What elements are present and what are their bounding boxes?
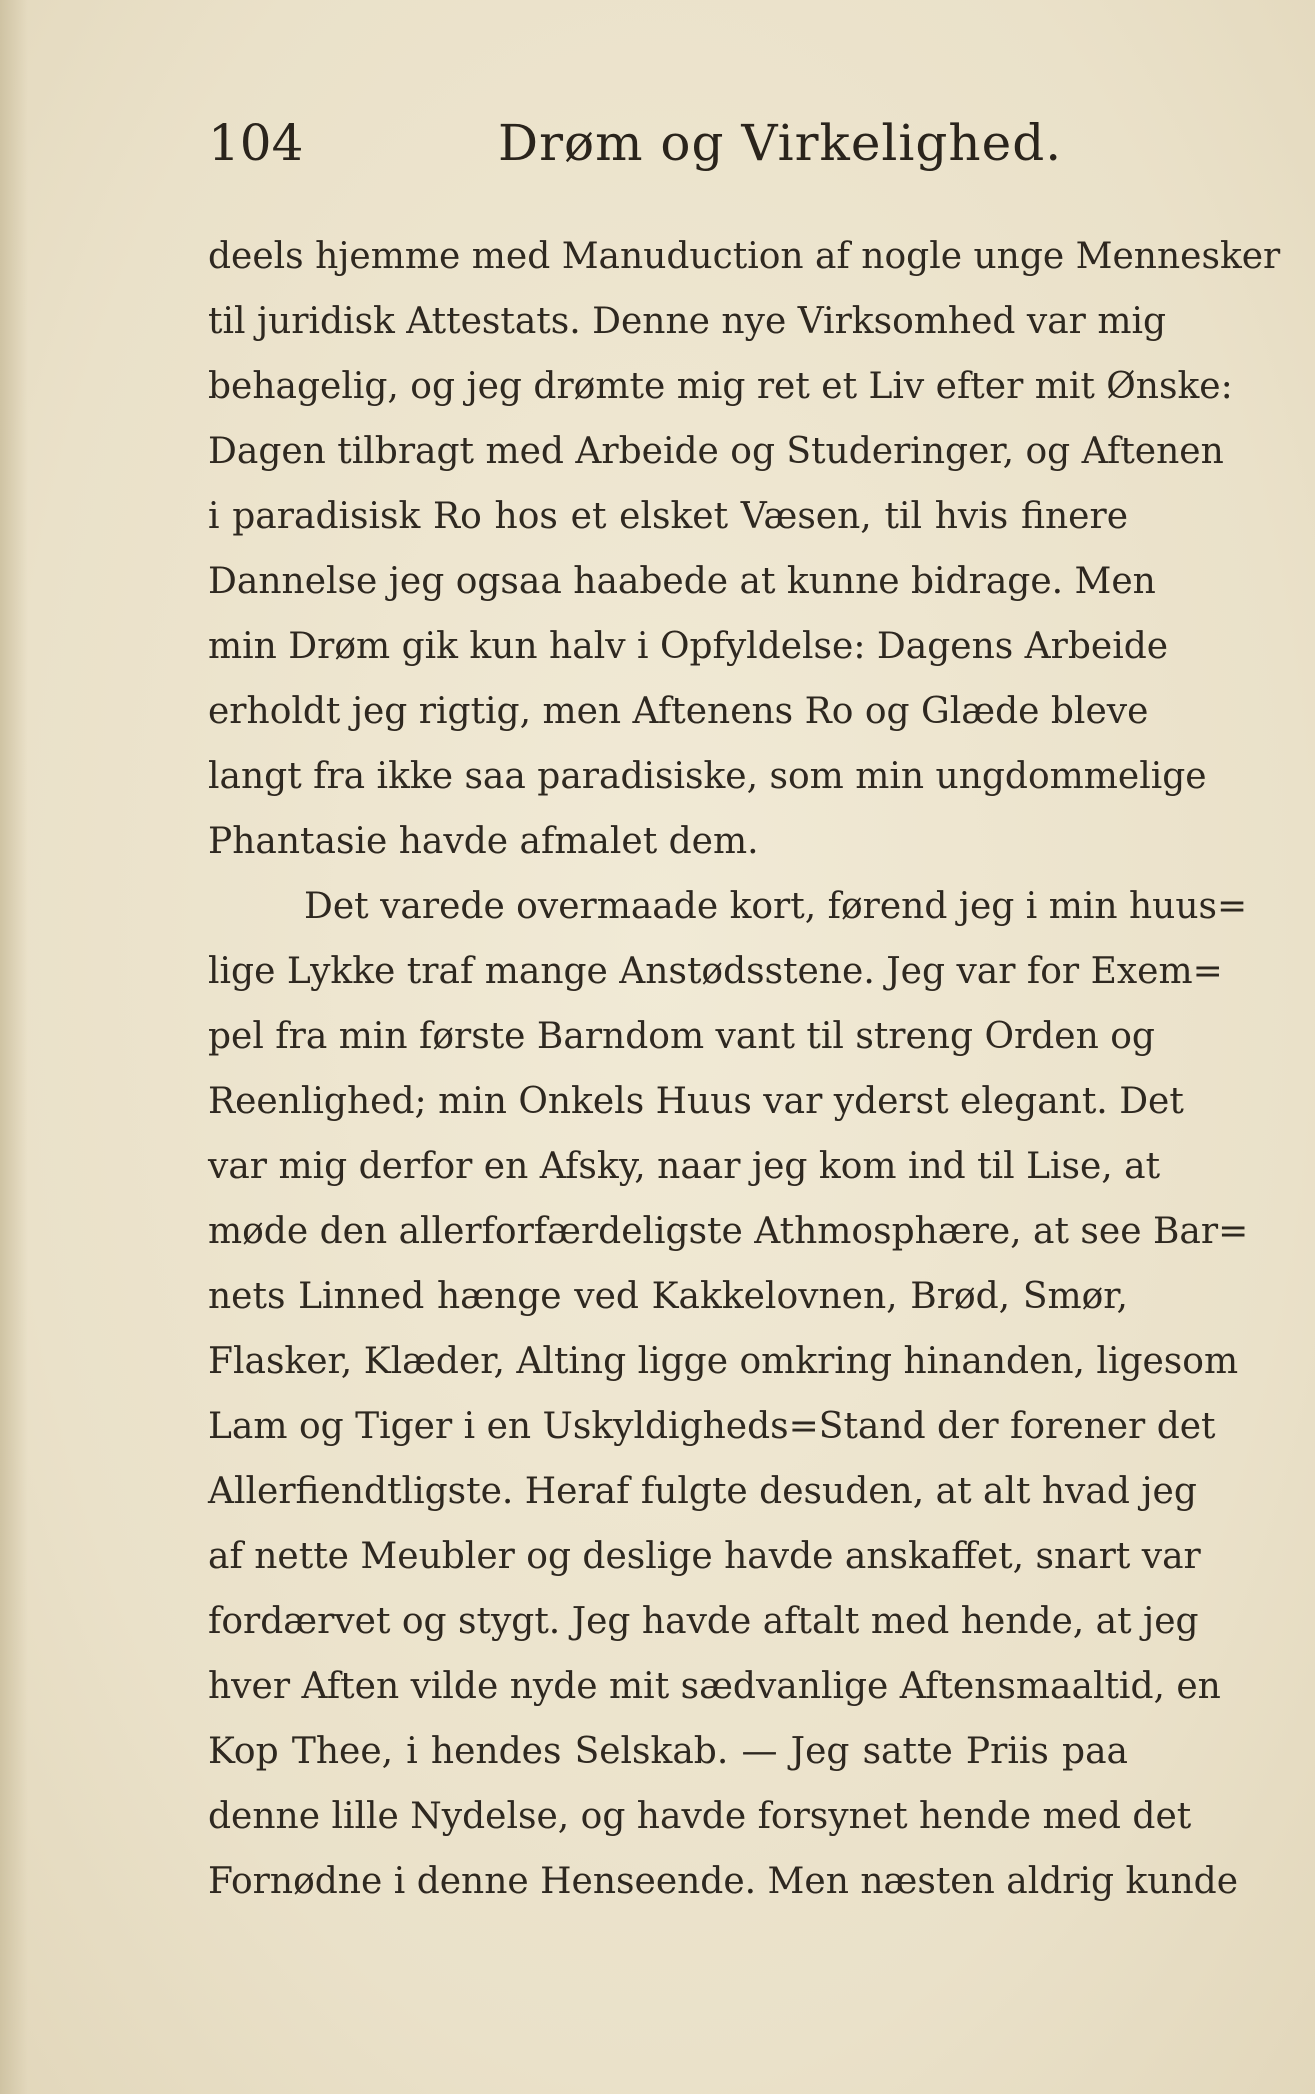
- text-line: til juridisk Attestats. Denne nye Virksomhed var mig: [208, 301, 1167, 342]
- text-line: Dannelse jeg ogsaa haabede at kunne bidrage. Men: [208, 561, 1156, 602]
- text-line: deels hjemme med Manuduction af nogle unge Mennesker: [208, 236, 1281, 277]
- text-line: hver Aften vilde nyde mit sædvanlige Aftensmaaltid, en: [208, 1666, 1221, 1707]
- text-line: langt fra ikke saa paradisiske, som min ungdommelige: [208, 756, 1207, 797]
- text-line: i paradisisk Ro hos et elsket Væsen, til hvis finere: [208, 496, 1128, 537]
- text-line: pel fra min første Barndom vant til streng Orden og: [208, 1016, 1155, 1057]
- body-text: [208, 224, 1281, 1914]
- text-line: var mig derfor en Afsky, naar jeg kom ind til Lise, at: [208, 1146, 1161, 1187]
- text-line: af nette Meubler og deslige havde anskaffet, snart var: [208, 1536, 1201, 1577]
- text-line: min Drøm gik kun halv i Opfyldelse: Dagens Arbeide: [208, 626, 1169, 667]
- text-line: Phantasie havde afmalet dem.: [208, 821, 759, 862]
- text-line: erholdt jeg rigtig, men Aftenens Ro og Glæde bleve: [208, 691, 1149, 732]
- page-gutter-shadow: [0, 0, 28, 2094]
- text-line: Reenlighed; min Onkels Huus var yderst elegant. Det: [208, 1081, 1184, 1122]
- text-line: nets Linned hænge ved Kakkelovnen, Brød, Smør,: [208, 1276, 1128, 1317]
- text-line: Allerfiendtligste. Heraf fulgte desuden, at alt hvad jeg: [208, 1471, 1197, 1512]
- page-header: [208, 108, 1128, 178]
- text-line: Det varede overmaade kort, førend jeg i min huus=: [304, 886, 1248, 927]
- running-title: Drøm og Virkelighed.: [498, 114, 1063, 172]
- text-line: Lam og Tiger i en Uskyldigheds=Stand der forener det: [208, 1406, 1216, 1447]
- text-line: behagelig, og jeg drømte mig ret et Liv efter mit Ønske:: [208, 366, 1233, 407]
- text-line: møde den allerforfærdeligste Athmosphære, at see Bar=: [208, 1211, 1249, 1252]
- text-line: denne lille Nydelse, og havde forsynet hende med det: [208, 1796, 1192, 1837]
- text-line: Kop Thee, i hendes Selskab. — Jeg satte Priis paa: [208, 1731, 1128, 1772]
- text-line: fordærvet og stygt. Jeg havde aftalt med hende, at jeg: [208, 1601, 1199, 1642]
- text-line: Fornødne i denne Henseende. Men næsten aldrig kunde: [208, 1861, 1239, 1902]
- text-line: Dagen tilbragt med Arbeide og Studeringer, og Aftenen: [208, 431, 1224, 472]
- page-number: 104: [208, 114, 304, 172]
- text-line: lige Lykke traf mange Anstødsstene. Jeg var for Exem=: [208, 951, 1223, 992]
- text-line: Flasker, Klæder, Alting ligge omkring hinanden, ligesom: [208, 1341, 1239, 1382]
